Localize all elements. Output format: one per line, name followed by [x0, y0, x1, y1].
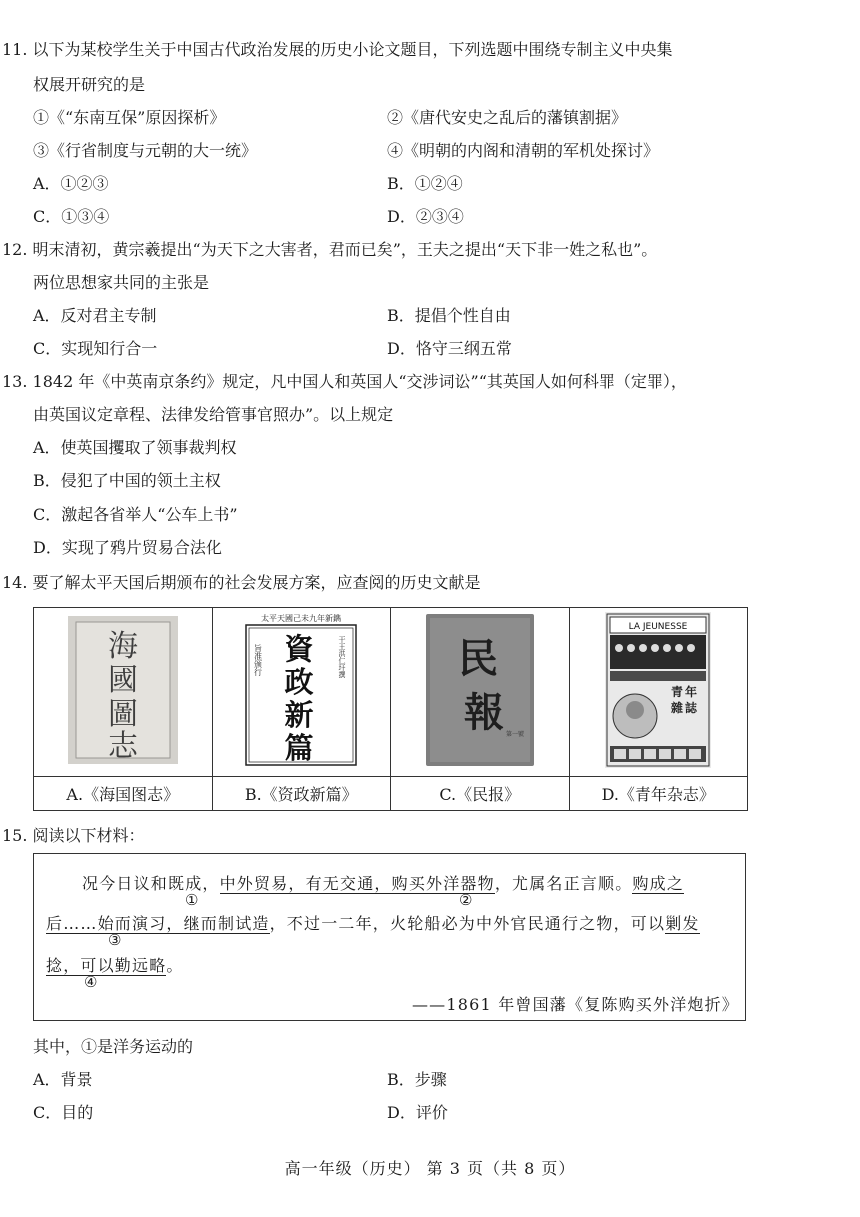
q14-cell-d [569, 608, 748, 777]
q11-option-a: A．①②③ [33, 174, 109, 193]
q11-stem-line1: 11. 以下为某校学生关于中国古代政治发展的历史小论文题目，下列选题中围绕专制主义中央集 [2, 40, 673, 59]
cover-d-top: LA JEUNESSE [628, 622, 688, 632]
cover-b-char-3: 新 [284, 698, 314, 732]
material-line-3 [46, 953, 184, 976]
marked-phrase-4-end: 捻，可以勤远略 [46, 956, 167, 975]
material-line-1 [82, 871, 684, 894]
q14-cell-c [391, 608, 570, 777]
haiguo-tuzhi-cover-image [68, 616, 178, 764]
q14-caption-b: B.《资政新篇》 [212, 777, 391, 811]
cover-b-side-right: 干王洪仁玕撰 [338, 636, 347, 678]
q14-caption-a: A.《海国图志》 [34, 777, 213, 811]
cover-a-char-4: 志 [107, 729, 138, 764]
q15-stem: 15. 阅读以下材料： [2, 826, 145, 845]
cover-c-sub: 第一號 [505, 731, 524, 738]
cover-d-char-4: 誌 [685, 701, 698, 715]
q14-stem: 14. 要了解太平天国后期颁布的社会发展方案，应查阅的历史文献是 [2, 573, 481, 592]
cover-c-char-1: 民 [457, 635, 498, 682]
cover-b-char-4: 篇 [284, 731, 314, 765]
cover-b-top-text: 太平天國己未九年新鐫 [261, 614, 342, 623]
q14-cell-b [212, 608, 391, 777]
cover-d-char-1: 青 [671, 685, 684, 699]
q15-option-d: D．评价 [387, 1103, 448, 1122]
marked-phrase-4-start: 剿发 [665, 914, 700, 933]
cover-b-side-left: 旨准颁行 [253, 644, 263, 676]
cover-b-char-2: 政 [284, 665, 314, 699]
q13-stem-line1: 13. 1842 年《中英南京条约》规定，凡中国人和英国人“交涉词讼”“其英国人如何科罪（定罪）， [2, 372, 687, 391]
q11-option-b: B．①②④ [387, 174, 463, 193]
q12-option-a: A．反对君主专制 [33, 306, 157, 325]
marker-2: ② [459, 891, 473, 909]
q15-question: 其中，①是洋务运动的 [33, 1037, 194, 1056]
q14-caption-d: D.《青年杂志》 [569, 777, 748, 811]
q14-cell-a [34, 608, 213, 777]
q13-option-a: A．使英国攫取了领事裁判权 [33, 438, 237, 457]
material-2-part-2: ，不过一二年，火轮船必为中外官民通行之物，可以 [269, 914, 666, 933]
material-1-part-1: 况今日议和既成， [82, 874, 220, 893]
q15-option-b: B．步骤 [387, 1070, 447, 1089]
marker-1: ① [185, 891, 199, 909]
material-1-part-4: ，尤属名正言顺。 [494, 874, 633, 893]
q12-stem-line2: 两位思想家共同的主张是 [33, 273, 210, 292]
qingnian-zazhi-cover-image [605, 612, 711, 768]
cover-c-char-2: 報 [463, 689, 504, 736]
q13-stem-line2: 由英国议定章程、法律发给管事官照办”。以上规定 [33, 405, 394, 424]
marked-phrase-2: 购买外洋器物 [391, 874, 495, 893]
minbao-cover-image [426, 614, 534, 766]
marker-4: ④ [84, 973, 98, 991]
q11-option-d: D．②③④ [387, 207, 464, 226]
q15-option-a: A．背景 [33, 1070, 93, 1089]
q14-caption-c: C.《民报》 [391, 777, 570, 811]
cover-b-char-1: 資 [284, 632, 314, 666]
material-source: ——1861 年曾国藩《复陈购买外洋炮折》 [411, 995, 739, 1014]
page-footer: 高一年级（历史） 第 3 页（共 8 页） [284, 1159, 576, 1178]
material-line-2 [46, 911, 700, 934]
cover-a-char-3: 圖 [107, 697, 138, 732]
material-3-part-2: 。 [166, 956, 184, 975]
q11-item-4: ④《明朝的内阁和清朝的军机处探讨》 [387, 141, 660, 160]
q13-option-b: B．侵犯了中国的领土主权 [33, 471, 221, 490]
q11-stem-line2: 权展开研究的是 [33, 75, 146, 94]
q13-option-d: D．实现了鸦片贸易合法化 [33, 538, 222, 557]
q12-option-d: D．恪守三纲五常 [387, 339, 512, 358]
marker-3: ③ [108, 931, 122, 949]
q12-option-b: B．提倡个性自由 [387, 306, 511, 325]
cover-a-char-1: 海 [107, 629, 138, 664]
zizheng-xinpian-cover-image [242, 612, 360, 768]
q12-option-c: C．实现知行合一 [33, 339, 158, 358]
marked-phrase-3-end: 后……始而演习，继而制试造 [46, 914, 270, 933]
q13-option-c: C．激起各省举人“公车上书” [33, 505, 238, 524]
marked-phrase-1: 中外贸易，有无交通， [219, 874, 392, 893]
q11-option-c: C．①③④ [33, 207, 110, 226]
q12-stem-line1: 12. 明末清初，黄宗羲提出“为天下之大害者，君而已矣”，王夫之提出“天下非一姓之私也”。 [2, 240, 658, 259]
cover-a-char-2: 國 [107, 663, 138, 698]
cover-d-char-3: 雜 [671, 701, 684, 715]
q11-item-2: ②《唐代安史之乱后的藩镇割据》 [387, 108, 628, 127]
q14-image-table [33, 607, 748, 811]
q15-material-box [33, 853, 746, 1021]
q15-option-c: C．目的 [33, 1103, 94, 1122]
cover-d-char-2: 年 [685, 685, 698, 699]
marked-phrase-3-start: 购成之 [632, 874, 685, 893]
q11-item-1: ①《“东南互保”原因探析》 [33, 108, 226, 127]
q11-item-3: ③《行省制度与元朝的大一统》 [33, 141, 258, 160]
